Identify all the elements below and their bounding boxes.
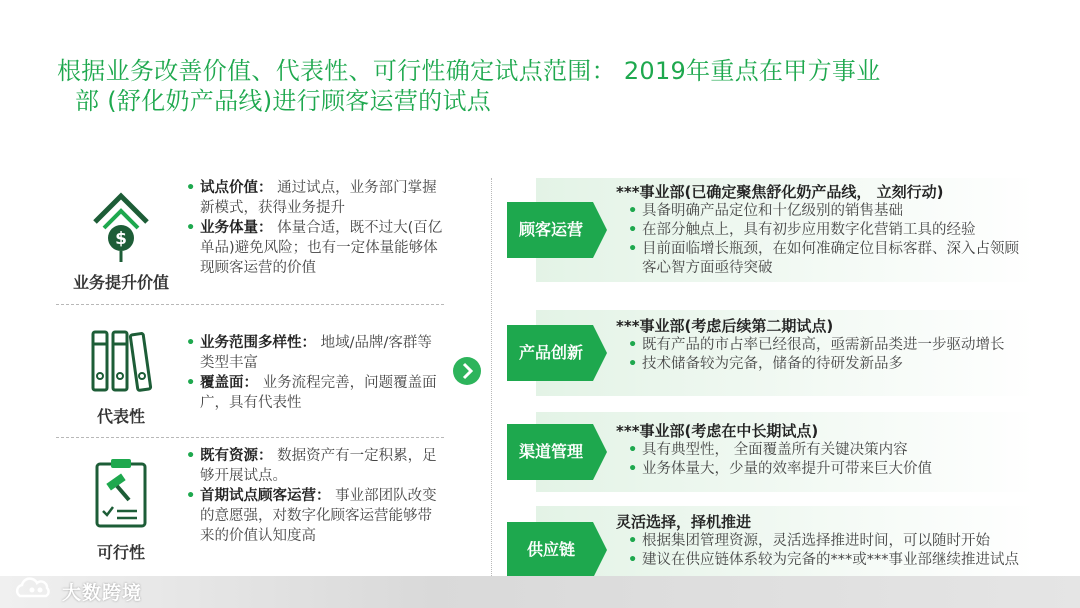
criterion-representativeness <box>56 330 444 430</box>
footer-bar <box>0 576 1080 608</box>
page-title <box>57 56 1057 116</box>
row-bullet: • 技术储备较为完备，储备的待研发新品多 <box>616 355 1028 374</box>
row-bullet: • 目前面临增长瓶颈，在如何准确定位目标客群、深入占领顾客心智方面亟待突破 <box>616 240 1028 278</box>
bullet-item: • 既有资源： 数据资产有一定积累，足够开展试点。 <box>186 446 444 486</box>
title-line-1: 根据业务改善价值、代表性、可行性确定试点范围： 2019年重点在甲方事业 <box>57 57 881 85</box>
row-bullet: • 既有产品的市占率已经很高，亟需新品类进一步驱动增长 <box>616 336 1028 355</box>
row-bullet: • 具有典型性， 全面覆盖所有关键决策内容 <box>616 441 1028 460</box>
binders-icon <box>56 330 186 396</box>
criterion-feasibility <box>56 446 444 572</box>
row-bullet: • 具备明确产品定位和十亿级别的销售基础 <box>616 202 1028 221</box>
row-bullet: • 在部分触点上，具有初步应用数字化营销工具的经验 <box>616 221 1028 240</box>
bullet-item: • 首期试点顾客运营： 事业部团队改变的意愿强，对数字化顾客运营能够带来的价值认知度高 <box>186 486 444 546</box>
row-label-customer-ops: 顾客运营 <box>507 202 607 258</box>
row-bullet: • 根据集团管理资源，灵活选择推进时间，可以随时开始 <box>616 532 1028 551</box>
clipboard-gavel-icon <box>56 456 186 532</box>
title-line-2: 部 (舒化奶产品线)进行顾客运营的试点 <box>75 87 492 115</box>
row-heading: ***事业部(考虑后续第二期试点) <box>616 317 834 335</box>
criterion-label: 业务提升价值 <box>72 273 169 292</box>
bullet-item: • 覆盖面： 业务流程完善，问题覆盖面广，具有代表性 <box>186 373 444 413</box>
section-divider <box>56 304 444 305</box>
svg-text:$: $ <box>115 229 127 249</box>
row-heading: ***事业部(考虑在中长期试点) <box>616 422 819 440</box>
row-content <box>616 421 1028 479</box>
row-label-supply-chain: 供应链 <box>507 522 607 578</box>
criterion-label: 代表性 <box>96 407 145 426</box>
criterion-business-value <box>56 178 444 304</box>
row-content <box>616 182 1028 278</box>
chevron-right-icon <box>453 357 481 385</box>
brand-name: 大数跨境 <box>62 581 143 604</box>
row-content <box>616 512 1028 570</box>
section-divider <box>56 437 444 438</box>
row-content <box>616 316 1028 374</box>
row-bullet: • 业务体量大，少量的效率提升可带来巨大价值 <box>616 460 1028 479</box>
criterion-label: 可行性 <box>96 543 145 562</box>
row-heading: ***事业部(已确定聚焦舒化奶产品线， 立刻行动) <box>616 183 944 201</box>
vertical-separator <box>491 178 492 578</box>
bullet-item: • 业务体量： 体量合适，既不过大(百亿单品)避免风险；也有一定体量能够体现顾客运营的价值 <box>186 218 444 278</box>
footer-brand <box>12 577 142 605</box>
row-heading: 灵活选择，择机推进 <box>616 513 752 531</box>
cloud-logo-icon <box>12 576 56 606</box>
dollar-arrow-up-icon <box>56 188 186 266</box>
bullet-item: • 业务范围多样性： 地域/品牌/客群等类型丰富 <box>186 333 444 373</box>
row-label-channel-management: 渠道管理 <box>507 424 607 480</box>
row-label-product-innovation: 产品创新 <box>507 325 607 381</box>
bullet-item: • 试点价值： 通过试点，业务部门掌握新模式，获得业务提升 <box>186 178 444 218</box>
row-bullet: • 建议在供应链体系较为完备的***或***事业部继续推进试点 <box>616 551 1028 570</box>
